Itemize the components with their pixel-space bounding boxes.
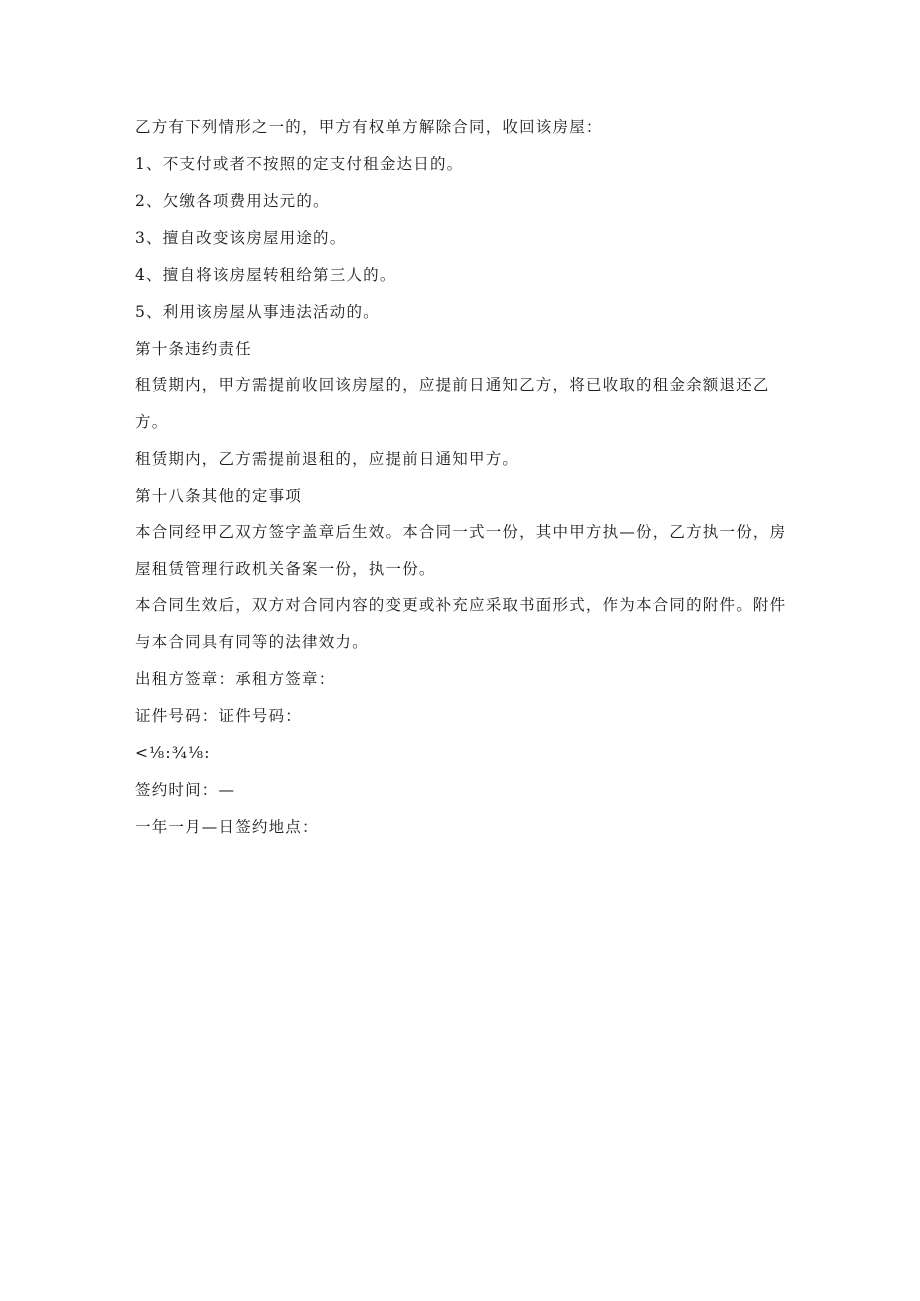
signing-date-place-line: 一年一月—日签约地点： xyxy=(135,818,319,836)
signing-time-line: 签约时间：— xyxy=(135,781,236,799)
paragraph-tenant-early-exit: 租赁期内，乙方需提前退租的，应提前日通知甲方。 xyxy=(135,450,520,468)
section-heading-breach: 第十条违约责任 xyxy=(135,340,252,358)
signature-line: 出租方签章：承租方签章： xyxy=(135,670,336,688)
list-item-2: 2、欠缴各项费用达元的。 xyxy=(135,192,330,210)
paragraph-amendments: 本合同生效后，双方对合同内容的变更或补充应采取书面形式，作为本合同的附件。附件与本合同具有同等的法律效力。 xyxy=(135,596,787,651)
id-number-line: 证件号码：证件号码： xyxy=(135,707,303,725)
list-item-1: 1、不支付或者不按照的定支付租金达日的。 xyxy=(135,155,464,173)
document-body xyxy=(135,114,795,851)
paragraph-landlord-early-recall: 租赁期内，甲方需提前收回该房屋的，应提前日通知乙方，将已收取的租金余额退还乙方。 xyxy=(135,376,770,431)
list-item-5: 5、利用该房屋从事违法活动的。 xyxy=(135,303,380,321)
garbled-line: <⅛:¾⅛: xyxy=(135,744,211,762)
list-item-4: 4、擅自将该房屋转租给第三人的。 xyxy=(135,266,397,284)
list-item-3: 3、擅自改变该房屋用途的。 xyxy=(135,229,347,247)
paragraph-effectiveness: 本合同经甲乙双方签字盖章后生效。本合同一式一份，其中甲方执—份，乙方执一份，房屋租赁管理行政机关备案一份，执一份。 xyxy=(135,523,787,578)
section-heading-other: 第十八条其他的定事项 xyxy=(135,487,303,505)
paragraph-termination-intro: 乙方有下列情形之一的，甲方有权单方解除合同，收回该房屋： xyxy=(135,118,603,136)
